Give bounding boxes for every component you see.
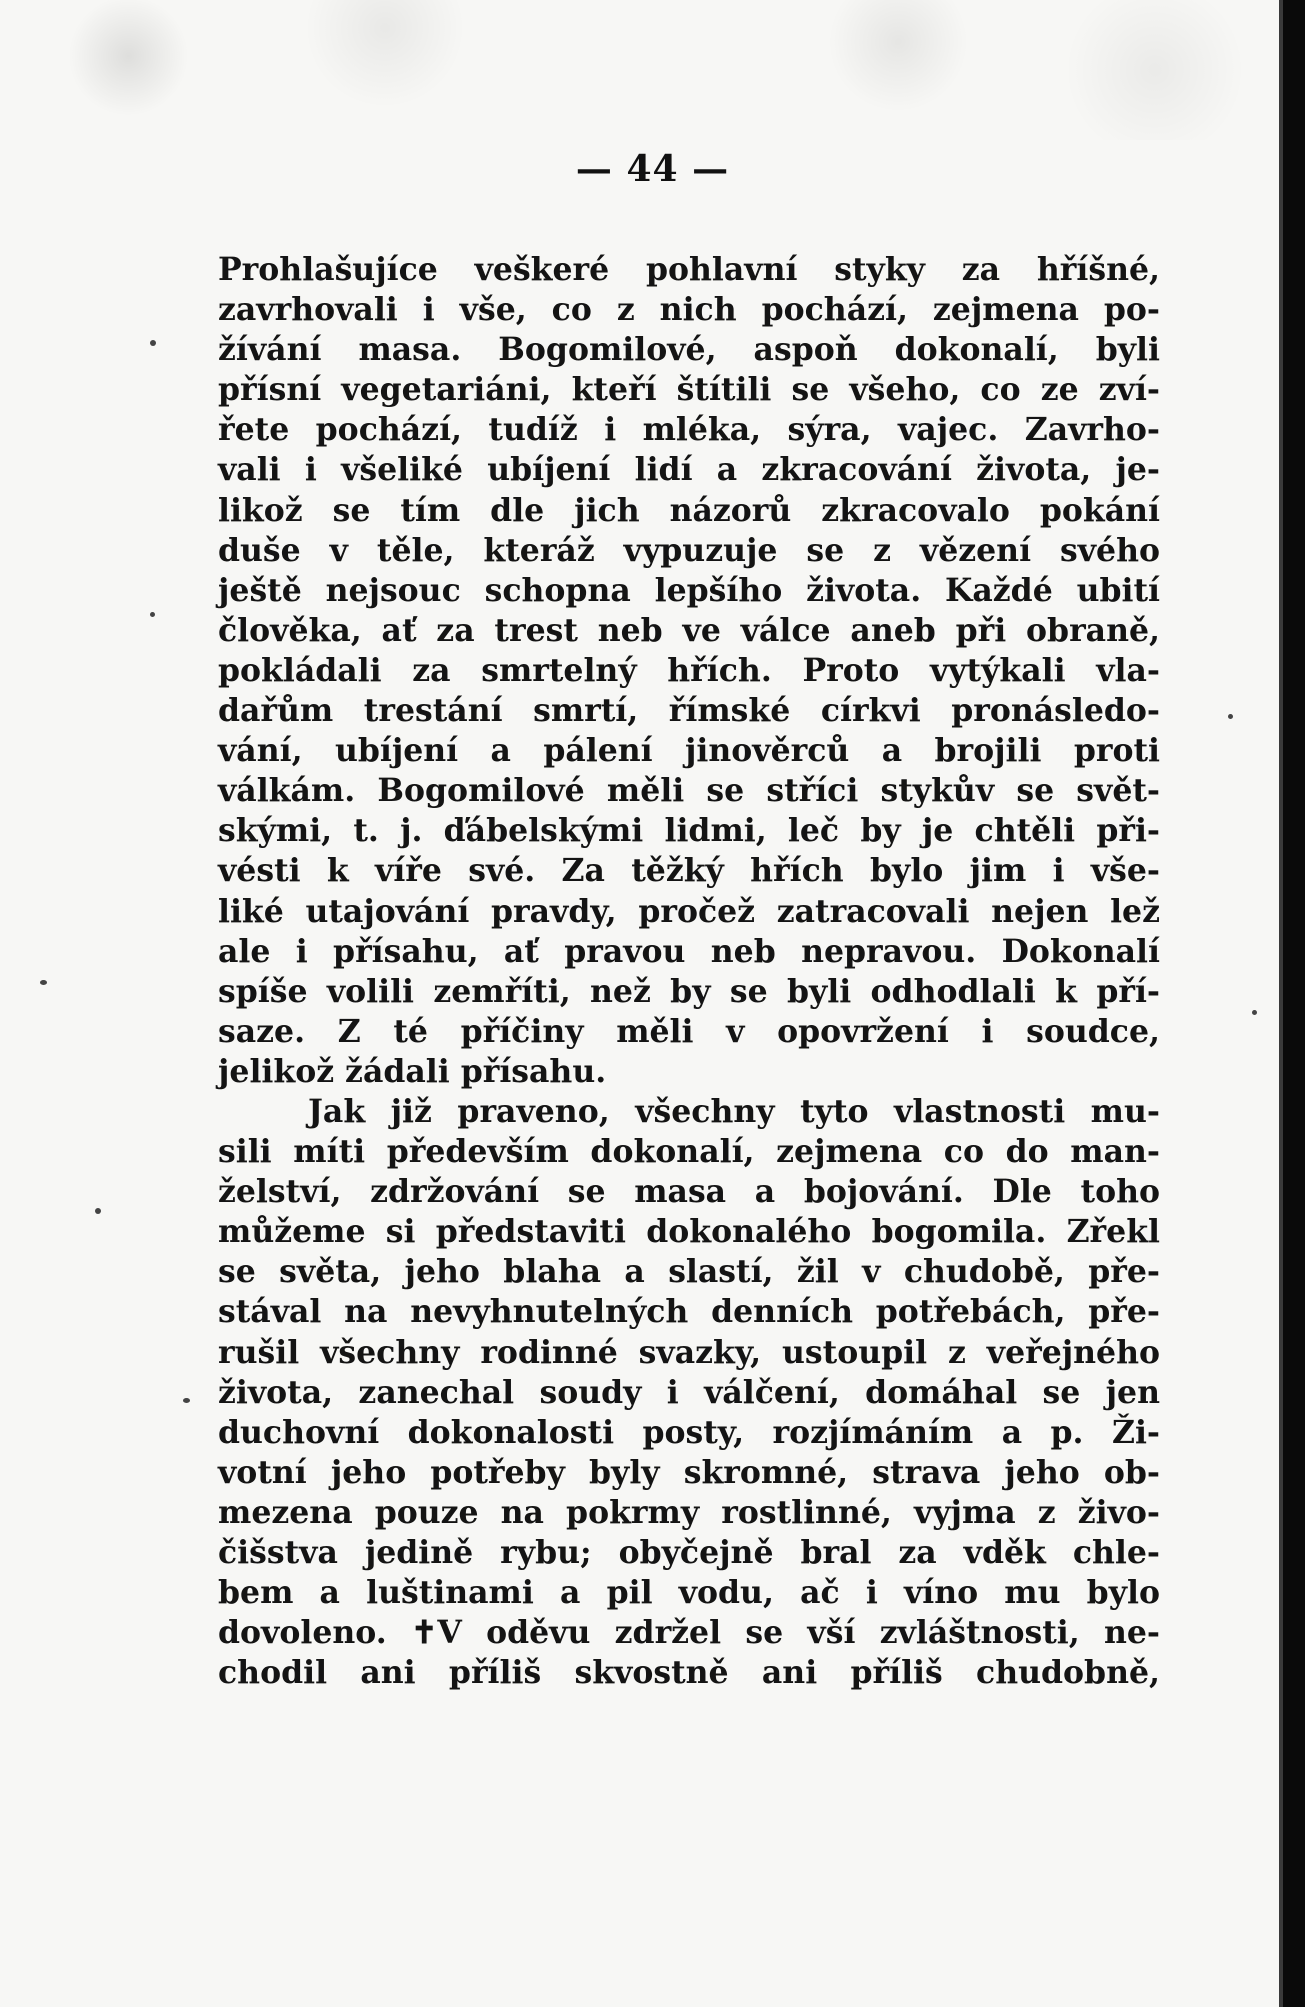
- text-line: rušil všechny rodinné svazky, ustoupil z veřejného: [218, 1333, 1160, 1371]
- scan-noise: [0, 0, 1283, 140]
- text-line: jelikož žádali přísahu.: [218, 1052, 607, 1090]
- text-line: spíše volili zemříti, než by se byli odhodlali k pří-: [218, 972, 1160, 1010]
- text-line: skými, t. j. ďábelskými lidmi, leč by je chtěli při-: [218, 812, 1160, 850]
- text-line: čišstva jedině rybu; obyčejně bral za vděk chle-: [218, 1534, 1160, 1571]
- text-line: ale i přísahu, ať pravou neb nepravou. Dokonalí: [218, 932, 1160, 970]
- text-line: zavrhovali i vše, co z nich pochází, zejmena po-: [218, 291, 1160, 329]
- text-line: člověka, ať za trest neb ve válce aneb při obraně,: [218, 611, 1160, 649]
- scan-speck: [183, 1398, 190, 1403]
- text-line: řete pochází, tudíž i mléka, sýra, vajec. Zavrho-: [218, 411, 1160, 449]
- text-line: dařům trestání smrtí, římské církvi pronásledo-: [218, 692, 1160, 730]
- text-line: stával na nevyhnutelných denních potřebách, pře-: [218, 1293, 1160, 1331]
- text-line: vésti k víře své. Za těžký hřích bylo jim i vše-: [218, 852, 1160, 890]
- scan-speck: [150, 340, 156, 346]
- scan-speck: [1252, 1010, 1257, 1015]
- text-line: života, zanechal soudy i válčení, domáhal se jen: [218, 1373, 1160, 1411]
- scan-speck: [150, 612, 155, 617]
- text-line: dovoleno. ✝V oděvu zdržel se vší zvláštnosti, ne-: [218, 1614, 1160, 1652]
- scan-speck: [95, 1208, 101, 1214]
- text-line: vání, ubíjení a pálení jinověrců a brojili proti: [218, 732, 1160, 770]
- page-number: — 44 —: [575, 148, 730, 190]
- text-line: votní jeho potřeby byly skromné, strava jeho ob-: [218, 1453, 1160, 1491]
- text-line: vali i všeliké ubíjení lidí a zkracování života, je-: [218, 451, 1160, 489]
- text-line: duše v těle, kteráž vypuzuje se z vězení svého: [218, 531, 1160, 569]
- text-line: Prohlašujíce veškeré pohlavní styky za hříšné,: [218, 251, 1160, 288]
- scan-speck: [1228, 714, 1233, 719]
- text-line: žívání masa. Bogomilové, aspoň dokonalí, byli: [218, 331, 1160, 369]
- text-line: válkám. Bogomilové měli se stříci stykův se svět-: [218, 772, 1160, 810]
- text-line: ještě nejsouc schopna lepšího života. Každé ubití: [218, 571, 1160, 609]
- text-line: můžeme si představiti dokonalého bogomila. Zřekl: [218, 1213, 1160, 1251]
- text-line: likož se tím dle jich názorů zkracovalo pokání: [218, 491, 1160, 529]
- text-line: se světa, jeho blaha a slastí, žil v chudobě, pře-: [218, 1253, 1160, 1291]
- scan-edge: [1283, 0, 1305, 2007]
- text-line: bem a luštinami a pil vodu, ač i víno mu bylo: [218, 1574, 1160, 1612]
- text-line: duchovní dokonalosti posty, rozjímáním a p. Ži-: [218, 1413, 1160, 1451]
- text-line: saze. Z té příčiny měli v opovržení i soudce,: [218, 1012, 1160, 1050]
- scan-speck: [40, 980, 47, 985]
- text-line: liké utajování pravdy, pročež zatracovali nejen lež: [218, 892, 1160, 930]
- text-line: Jak již praveno, všechny tyto vlastnosti mu-: [308, 1092, 1160, 1130]
- text-line: přísní vegetariáni, kteří štítili se všeho, co ze zví-: [218, 371, 1160, 409]
- text-line: pokládali za smrtelný hřích. Proto vytýkali vla-: [218, 651, 1160, 689]
- text-line: želství, zdržování se masa a bojování. Dle toho: [218, 1173, 1160, 1211]
- body-text: [218, 250, 1160, 1693]
- text-line: sili míti především dokonalí, zejmena co do man-: [218, 1133, 1160, 1171]
- text-line: chodil ani příliš skvostně ani příliš chudobně,: [218, 1654, 1160, 1692]
- text-line: mezena pouze na pokrmy rostlinné, vyjma z živo-: [218, 1493, 1160, 1531]
